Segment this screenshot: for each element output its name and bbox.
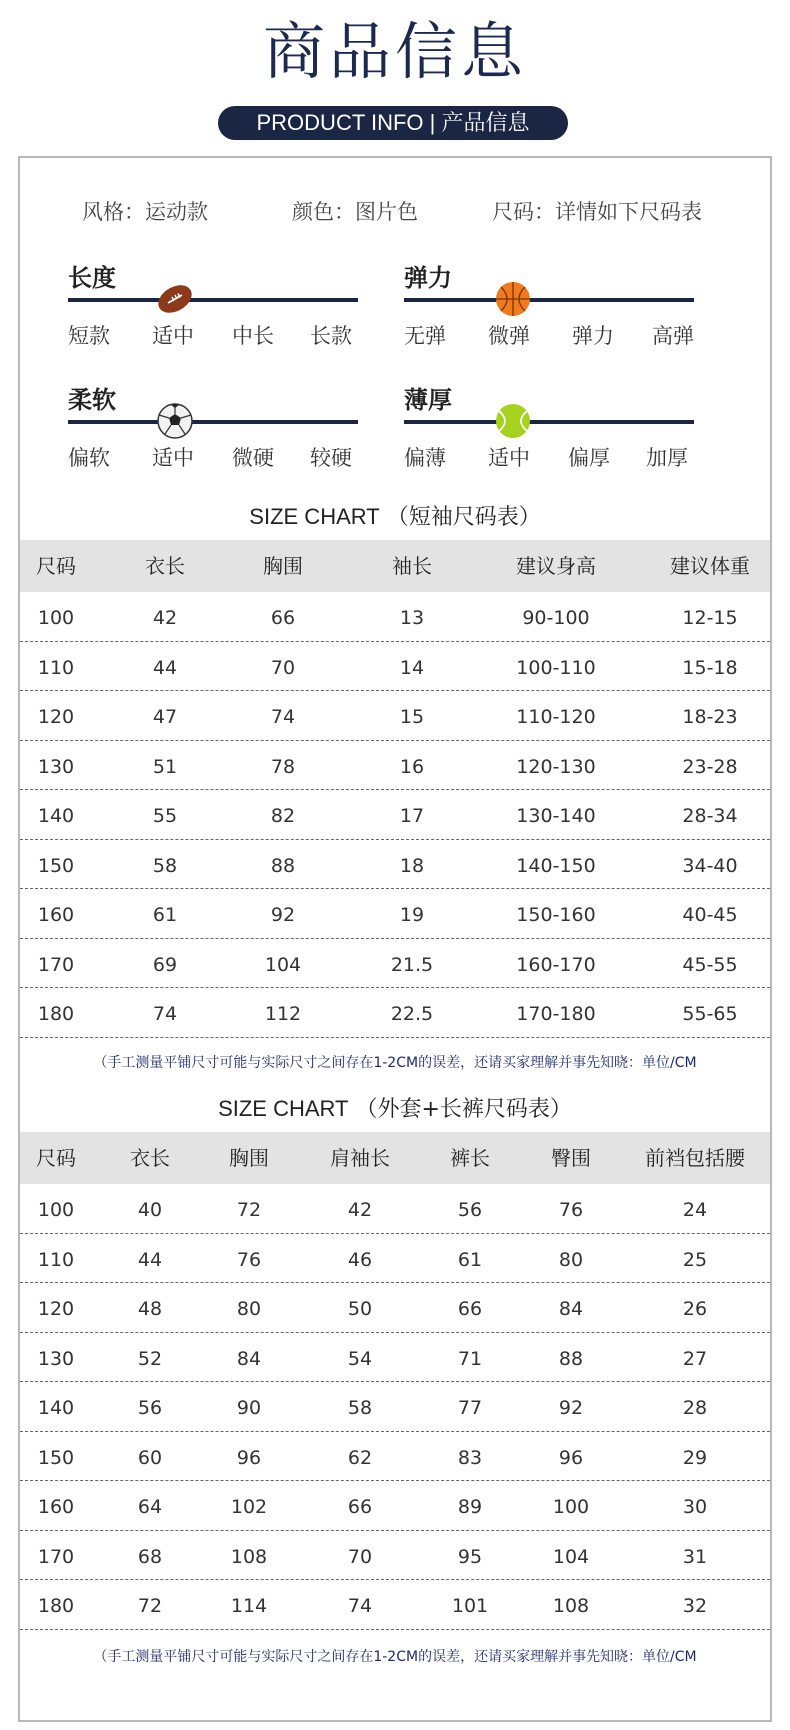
table-cell: 13	[399, 607, 425, 629]
table-cell: 84	[236, 1347, 262, 1370]
table-header	[20, 1132, 770, 1184]
chart1-title-cn: （短袖尺码表）	[386, 505, 541, 530]
table-cell: 150-160	[516, 904, 596, 926]
table-row	[20, 691, 770, 741]
table-cell: 96	[558, 1446, 584, 1469]
scale-elastic-option: 无弹	[404, 324, 446, 348]
column-header: 建议身高	[516, 554, 596, 578]
scale-length-option: 长款	[310, 324, 352, 348]
table-cell: 70	[347, 1545, 373, 1568]
scale-length-name: 长度	[68, 264, 116, 292]
table-cell: 44	[137, 1248, 163, 1271]
table-row	[20, 939, 770, 989]
attr-color: 颜色：图片色	[292, 200, 418, 224]
table-cell: 74	[270, 706, 296, 728]
table-row	[20, 889, 770, 939]
table-cell: 100-110	[516, 656, 596, 679]
table-cell: 104	[552, 1545, 590, 1568]
scale-length-option: 中长	[232, 324, 274, 348]
table-cell: 130	[37, 1347, 75, 1370]
table-row	[20, 1580, 770, 1630]
scale-thickness-option: 偏薄	[404, 446, 446, 470]
table-cell: 46	[347, 1248, 373, 1271]
column-header: 衣长	[130, 1146, 170, 1170]
table-cell: 42	[347, 1199, 373, 1221]
table-cell: 22.5	[390, 1003, 434, 1025]
table-cell: 44	[152, 656, 178, 679]
football-icon	[156, 280, 194, 318]
table-cell: 110	[37, 656, 75, 679]
table-cell: 14	[399, 656, 425, 679]
table-header	[20, 540, 770, 592]
table-cell: 96	[236, 1446, 262, 1469]
table-cell: 62	[347, 1446, 373, 1469]
table-cell: 160-170	[516, 953, 596, 976]
table-row	[20, 592, 770, 642]
table-cell: 140	[37, 1397, 75, 1419]
table-row	[20, 1382, 770, 1432]
table-cell: 18	[399, 854, 425, 877]
table-row	[20, 1333, 770, 1383]
table-cell: 104	[264, 953, 302, 976]
column-header: 胸围	[263, 554, 303, 578]
table-cell: 140-150	[516, 854, 596, 877]
table-cell: 70	[270, 656, 296, 679]
table-row	[20, 1234, 770, 1284]
table-cell: 64	[137, 1496, 163, 1518]
table-cell: 61	[152, 904, 178, 926]
table-row	[20, 840, 770, 890]
table-cell: 72	[137, 1595, 163, 1617]
table-cell: 170	[37, 953, 75, 976]
table-cell: 66	[347, 1496, 373, 1518]
table-cell: 110	[37, 1248, 75, 1271]
table-cell: 12-15	[682, 607, 738, 629]
column-header: 尺码	[36, 1146, 76, 1170]
table-cell: 40	[137, 1199, 163, 1221]
chart2-title-cn: （外套+长裤尺码表）	[355, 1097, 572, 1122]
table-row	[20, 790, 770, 840]
table-cell: 31	[682, 1545, 708, 1568]
scale-softness-option: 偏软	[68, 446, 110, 470]
basketball-icon	[494, 280, 532, 318]
scale-softness-name: 柔软	[68, 386, 116, 414]
chart1-title	[0, 500, 790, 531]
attr-size: 尺码：详情如下尺码表	[492, 200, 702, 224]
table-row	[20, 642, 770, 692]
soccer-ball-icon	[156, 402, 194, 440]
table-cell: 29	[682, 1446, 708, 1469]
table-cell: 150	[37, 854, 75, 877]
table-cell: 88	[270, 854, 296, 877]
table-row	[20, 1432, 770, 1482]
table-row	[20, 1184, 770, 1234]
table-cell: 130	[37, 755, 75, 778]
table-cell: 102	[230, 1496, 268, 1518]
column-header: 袖长	[392, 554, 432, 578]
table-cell: 48	[137, 1298, 163, 1320]
table-cell: 89	[457, 1496, 483, 1518]
scale-length-option: 短款	[68, 324, 110, 348]
table-cell: 108	[230, 1545, 268, 1568]
scale-elastic-name: 弹力	[404, 264, 452, 292]
table-cell: 56	[457, 1199, 483, 1221]
table-cell: 100	[552, 1496, 590, 1518]
table-cell: 80	[558, 1248, 584, 1271]
table-cell: 76	[558, 1199, 584, 1221]
table-cell: 47	[152, 706, 178, 728]
table-cell: 55	[152, 805, 178, 827]
table-cell: 112	[264, 1003, 302, 1025]
table-cell: 19	[399, 904, 425, 926]
table-cell: 66	[457, 1298, 483, 1320]
column-header: 尺码	[36, 554, 76, 578]
table-cell: 150	[37, 1446, 75, 1469]
chart2-title-en: SIZE CHART	[218, 1096, 349, 1121]
scale-length-option: 适中	[152, 324, 194, 348]
table-row	[20, 741, 770, 791]
table-cell: 68	[137, 1545, 163, 1568]
column-header: 胸围	[229, 1146, 269, 1170]
table-cell: 80	[236, 1298, 262, 1320]
column-header: 裤长	[450, 1146, 490, 1170]
scale-thickness-option: 适中	[488, 446, 530, 470]
table-cell: 25	[682, 1248, 708, 1271]
table-cell: 42	[152, 607, 178, 629]
table-row	[20, 988, 770, 1038]
table-row	[20, 1481, 770, 1531]
table-cell: 15-18	[682, 656, 738, 679]
table-cell: 170-180	[516, 1003, 596, 1025]
scale-length-line	[68, 298, 358, 302]
scale-thickness-line	[404, 420, 694, 424]
table-cell: 72	[236, 1199, 262, 1221]
column-header: 衣长	[145, 554, 185, 578]
table-cell: 23-28	[682, 755, 738, 778]
table-cell: 170	[37, 1545, 75, 1568]
table-cell: 60	[137, 1446, 163, 1469]
column-header: 肩袖长	[330, 1146, 390, 1170]
table-cell: 56	[137, 1397, 163, 1419]
table-cell: 28	[682, 1397, 708, 1419]
table-cell: 114	[230, 1595, 268, 1617]
table-cell: 101	[451, 1595, 489, 1617]
table-cell: 78	[270, 755, 296, 778]
table-cell: 18-23	[682, 706, 738, 728]
table-cell: 110-120	[516, 706, 596, 728]
size-table-short-sleeve	[20, 540, 770, 1038]
table-cell: 51	[152, 755, 178, 778]
table-row	[20, 1283, 770, 1333]
table-cell: 66	[270, 607, 296, 629]
table-cell: 82	[270, 805, 296, 827]
subtitle-pill: PRODUCT INFO | 产品信息	[218, 106, 568, 140]
table-cell: 108	[552, 1595, 590, 1617]
table-cell: 30	[682, 1496, 708, 1518]
table-cell: 74	[347, 1595, 373, 1617]
column-header: 臀围	[551, 1146, 591, 1170]
table-cell: 120	[37, 1298, 75, 1320]
scale-elastic-line	[404, 298, 694, 302]
table-cell: 180	[37, 1595, 75, 1617]
column-header: 建议体重	[670, 554, 750, 578]
scale-softness-option: 较硬	[310, 446, 352, 470]
scale-elastic-option: 高弹	[652, 324, 694, 348]
chart1-title-en: SIZE CHART	[249, 504, 380, 529]
size-table-jacket-pants	[20, 1132, 770, 1630]
table-cell: 92	[558, 1397, 584, 1419]
table-cell: 61	[457, 1248, 483, 1271]
table-cell: 50	[347, 1298, 373, 1320]
table-cell: 160	[37, 904, 75, 926]
table-row	[20, 1531, 770, 1581]
table-cell: 130-140	[516, 805, 596, 827]
table-cell: 160	[37, 1496, 75, 1518]
table-cell: 28-34	[682, 805, 738, 827]
scale-thickness-option: 加厚	[646, 446, 688, 470]
table-cell: 120	[37, 706, 75, 728]
table-cell: 21.5	[390, 953, 434, 976]
table-cell: 15	[399, 706, 425, 728]
table-cell: 55-65	[682, 1003, 738, 1025]
table-cell: 92	[270, 904, 296, 926]
table-cell: 76	[236, 1248, 262, 1271]
attr-style: 风格：运动款	[82, 200, 208, 224]
table-cell: 84	[558, 1298, 584, 1320]
chart2-note: （手工测量平铺尺寸可能与实际尺寸之间存在1-2CM的误差，还请买家理解并事先知晓：单位/CM	[93, 1649, 697, 1665]
scale-thickness-name: 薄厚	[404, 386, 452, 414]
table-cell: 120-130	[516, 755, 596, 778]
page-title: 商品信息	[262, 15, 527, 88]
column-header: 前裆包括腰	[645, 1146, 745, 1170]
scale-softness-option: 微硬	[232, 446, 274, 470]
table-cell: 71	[457, 1347, 483, 1370]
table-cell: 58	[347, 1397, 373, 1419]
table-cell: 74	[152, 1003, 178, 1025]
table-cell: 45-55	[682, 953, 738, 976]
table-cell: 52	[137, 1347, 163, 1370]
table-cell: 16	[399, 755, 425, 778]
scale-elastic-option: 微弹	[488, 324, 530, 348]
scale-thickness-option: 偏厚	[568, 446, 610, 470]
table-cell: 90	[236, 1397, 262, 1419]
tennis-ball-icon	[494, 402, 532, 440]
table-cell: 32	[682, 1595, 708, 1617]
table-cell: 88	[558, 1347, 584, 1370]
table-cell: 100	[37, 1199, 75, 1221]
table-cell: 17	[399, 805, 425, 827]
table-cell: 24	[682, 1199, 708, 1221]
table-cell: 90-100	[522, 607, 590, 629]
table-cell: 95	[457, 1545, 483, 1568]
table-cell: 140	[37, 805, 75, 827]
table-cell: 54	[347, 1347, 373, 1370]
scale-elastic-option: 弹力	[572, 324, 614, 348]
table-cell: 58	[152, 854, 178, 877]
table-cell: 40-45	[682, 904, 738, 926]
scale-softness-line	[68, 420, 358, 424]
table-cell: 69	[152, 953, 178, 976]
chart2-title	[0, 1092, 790, 1123]
table-cell: 27	[682, 1347, 708, 1370]
scale-softness-option: 适中	[152, 446, 194, 470]
table-cell: 83	[457, 1446, 483, 1469]
table-cell: 77	[457, 1397, 483, 1419]
table-cell: 100	[37, 607, 75, 629]
table-cell: 26	[682, 1298, 708, 1320]
chart1-note: （手工测量平铺尺寸可能与实际尺寸之间存在1-2CM的误差，还请买家理解并事先知晓：单位/CM	[93, 1055, 697, 1071]
table-cell: 180	[37, 1003, 75, 1025]
table-cell: 34-40	[682, 854, 738, 877]
